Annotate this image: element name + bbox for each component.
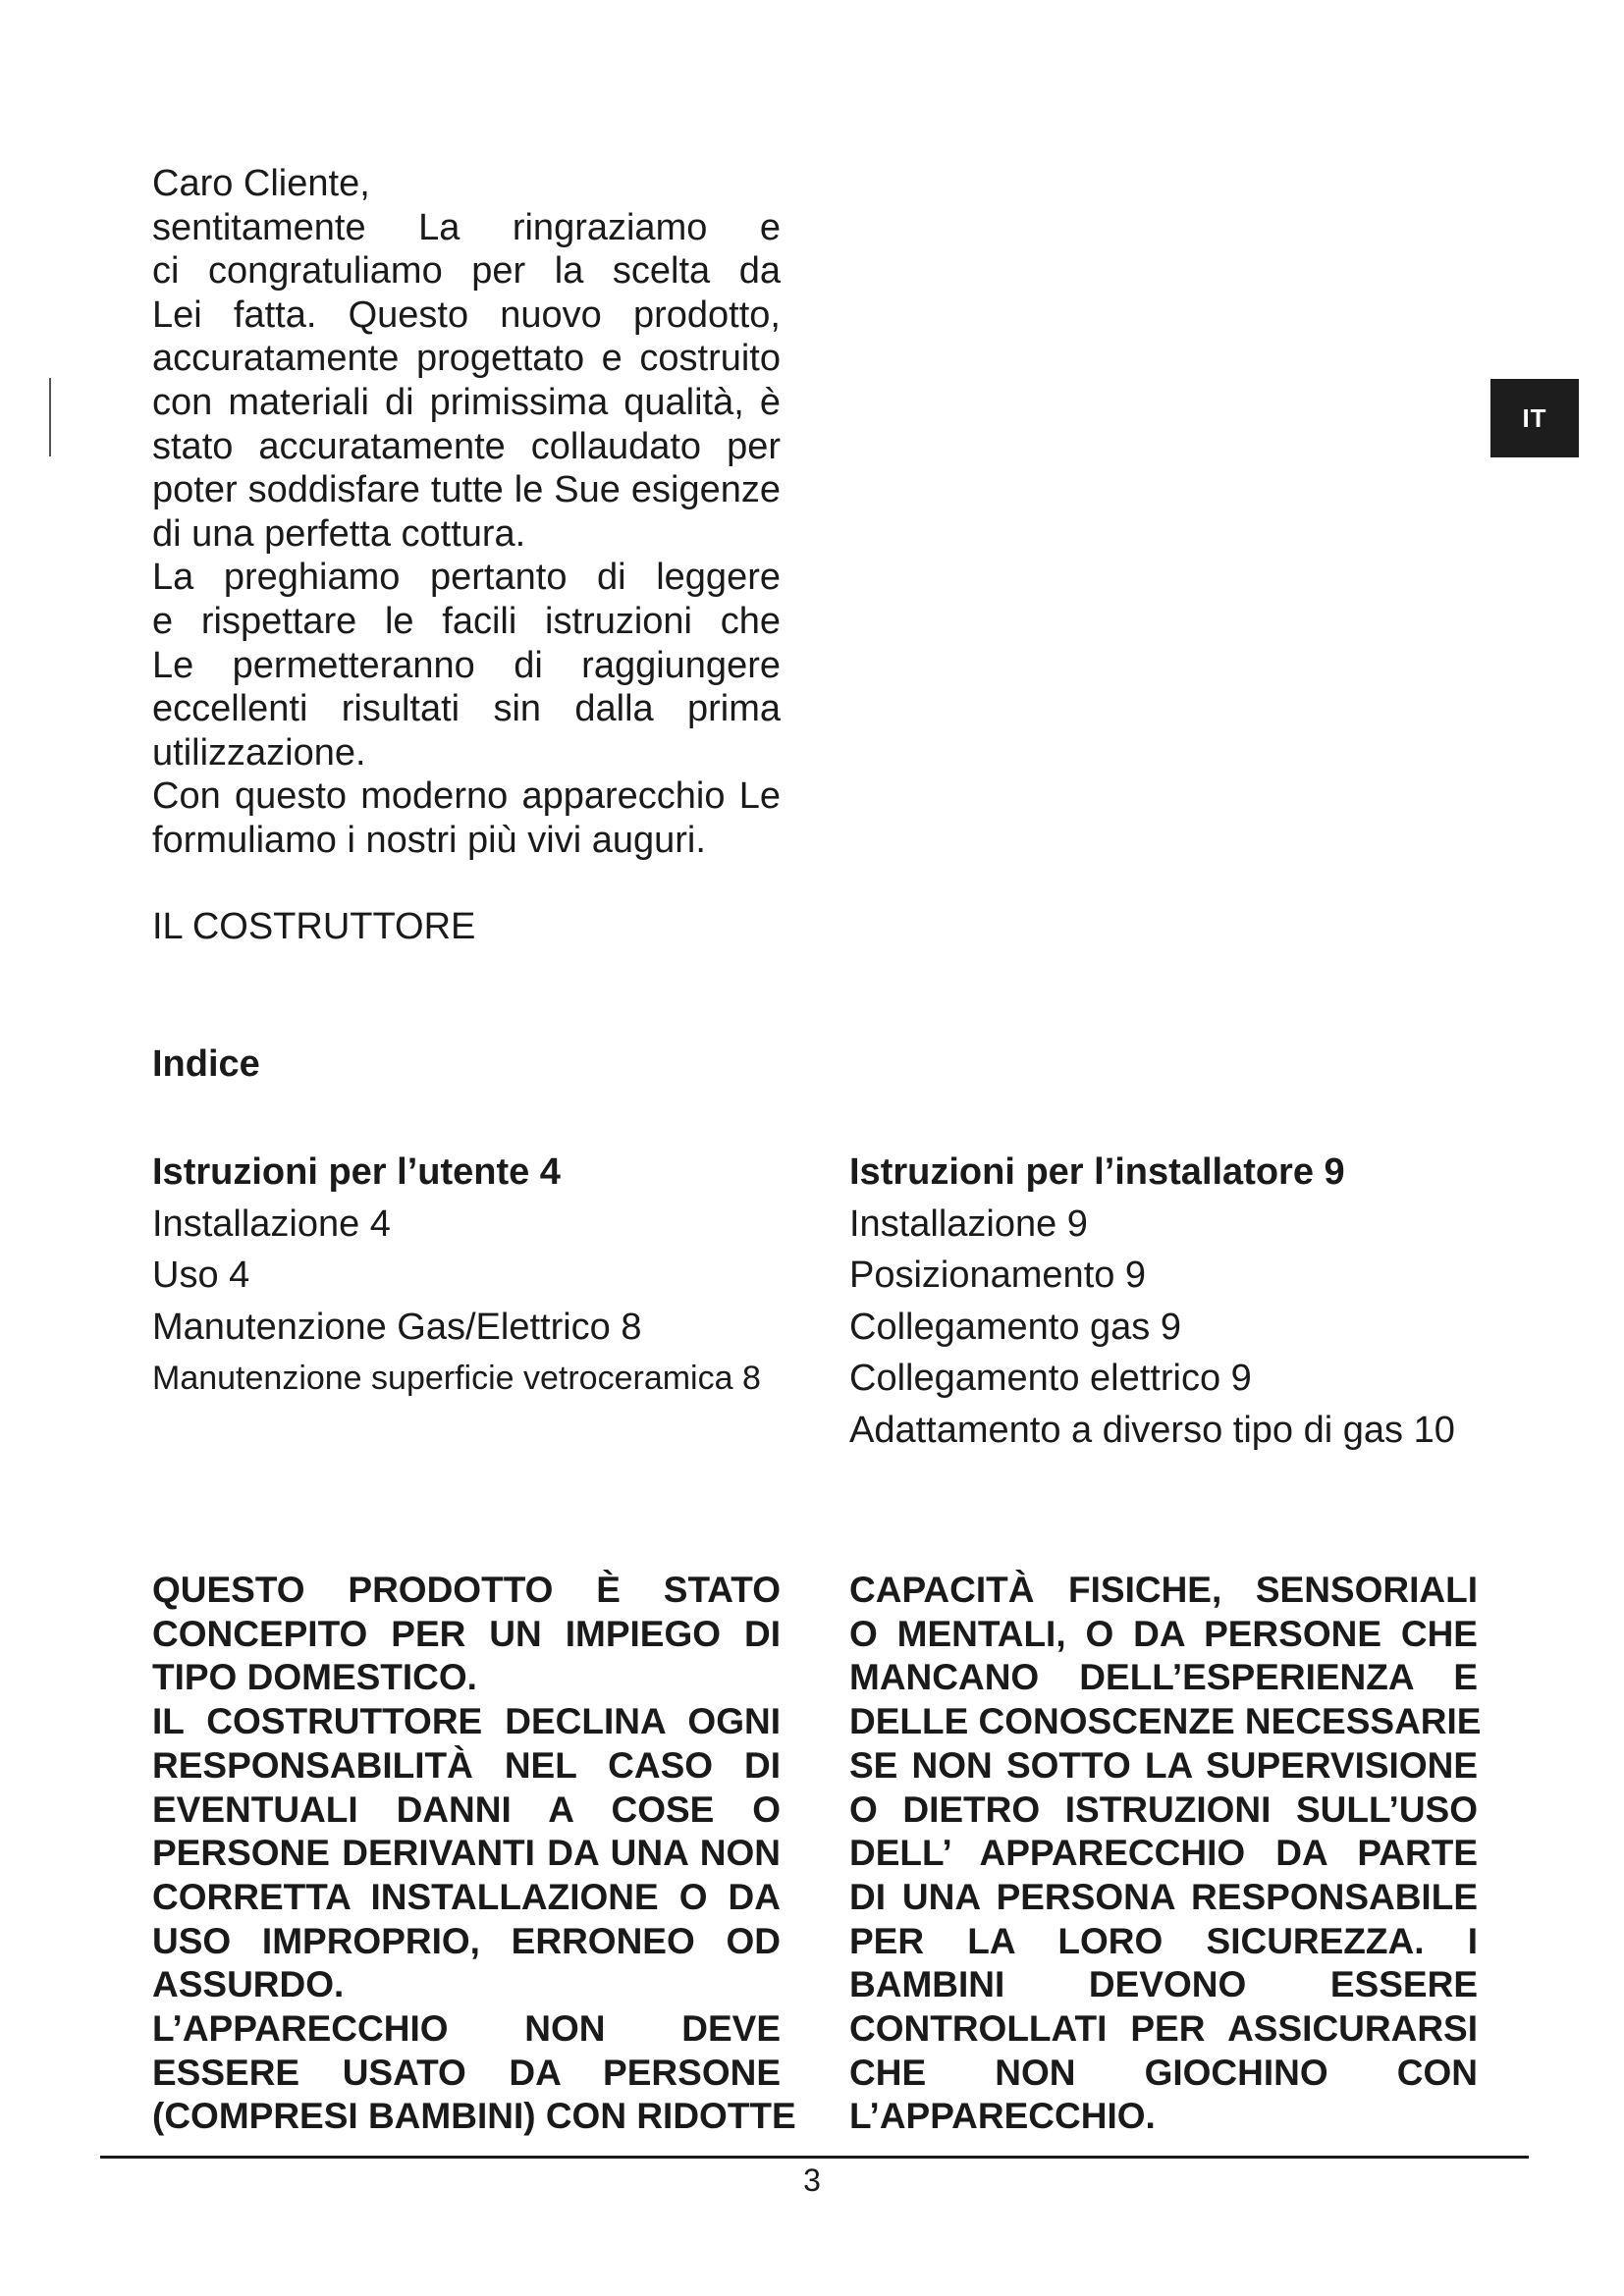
intro-line: Lei fatta. Questo nuovo prodotto, — [152, 294, 781, 336]
warning-line: CONCEPITO PER UN IMPIEGO DI — [152, 1613, 781, 1654]
intro-line: formuliamo i nostri più vivi auguri. — [152, 819, 706, 861]
warning-line: IL COSTRUTTORE DECLINA OGNI — [152, 1701, 781, 1742]
intro-line: di una perfetta cottura. — [152, 512, 526, 555]
toc-item: Uso 4 — [152, 1255, 250, 1296]
warning-line: PERSONE DERIVANTI DA UNA NON — [152, 1833, 781, 1874]
intro-line: accuratamente progettato e costruito — [152, 338, 781, 380]
warning-line: DELL’ APPARECCHIO DA PARTE — [849, 1833, 1478, 1874]
toc-item: Adattamento a diverso tipo di gas 10 — [849, 1409, 1455, 1451]
warning-line: ASSURDO. — [152, 1964, 345, 2005]
toc-item: Posizionamento 9 — [849, 1255, 1147, 1296]
toc-item: Installazione 4 — [152, 1202, 391, 1245]
warning-line: RESPONSABILITÀ NEL CASO DI — [152, 1744, 781, 1786]
warning-line: SE NON SOTTO LA SUPERVISIONE — [849, 1744, 1478, 1786]
language-tab: IT — [1490, 379, 1579, 457]
footer-rule — [100, 2156, 1529, 2159]
warning-line: EVENTUALI DANNI A COSE O — [152, 1789, 781, 1830]
toc-item: Collegamento gas 9 — [849, 1306, 1181, 1348]
warning-line: USO IMPROPRIO, ERRONEO OD — [152, 1920, 781, 1961]
warning-right-column — [849, 1569, 1482, 2139]
warning-line: CAPACITÀ FISICHE, SENSORIALI — [849, 1570, 1478, 1610]
signature: IL COSTRUTTORE — [152, 906, 476, 947]
intro-line: Le permetteranno di raggiungere — [152, 644, 781, 686]
toc-installer-section — [849, 1147, 1537, 1456]
warning-line: BAMBINI DEVONO ESSERE — [849, 1964, 1478, 2005]
warning-line: CONTROLLATI PER ASSICURARSI — [849, 2008, 1478, 2050]
intro-line: con materiali di primissima qualità, è — [152, 381, 781, 423]
warning-line: (COMPRESI BAMBINI) CON RIDOTTE — [152, 2096, 796, 2137]
intro-line: La preghiamo pertanto di leggere — [152, 557, 781, 599]
intro-line: Caro Cliente, — [152, 163, 370, 204]
toc-item: Manutenzione superficie vetroceramica 8 — [152, 1360, 761, 1397]
warning-line: CHE NON GIOCHINO CON — [849, 2052, 1478, 2093]
margin-mark — [49, 378, 51, 456]
warning-line: L’APPARECCHIO. — [849, 2096, 1156, 2137]
toc-user-section — [152, 1147, 820, 1405]
intro-line: utilizzazione. — [152, 731, 366, 774]
toc-item: Collegamento elettrico 9 — [849, 1358, 1252, 1399]
index-heading: Indice — [152, 1043, 260, 1085]
intro-line: ci congratuliamo per la scelta da — [152, 250, 781, 293]
toc-item: Installazione 9 — [849, 1202, 1088, 1245]
warning-line: PER LA LORO SICUREZZA. I — [849, 1920, 1478, 1961]
page-number: 3 — [803, 2163, 821, 2198]
warning-left-column — [152, 1569, 796, 2139]
intro-letter — [152, 162, 781, 863]
warning-line: O MENTALI, O DA PERSONE CHE — [849, 1613, 1478, 1654]
intro-line: eccellenti risultati sin dalla prima — [152, 688, 781, 730]
intro-line: sentitamente La ringraziamo e — [152, 206, 781, 248]
warning-line: ESSERE USATO DA PERSONE — [152, 2052, 781, 2093]
warning-line: QUESTO PRODOTTO È STATO — [152, 1570, 781, 1610]
toc-item: Manutenzione Gas/Elettrico 8 — [152, 1306, 642, 1348]
intro-line: Con questo moderno apparecchio Le — [152, 775, 781, 818]
warning-line: DI UNA PERSONA RESPONSABILE — [849, 1876, 1478, 1917]
intro-line: e rispettare le facili istruzioni che — [152, 600, 781, 642]
warning-line: L’APPARECCHIO NON DEVE — [152, 2008, 781, 2050]
warning-line: O DIETRO ISTRUZIONI SULL’USO — [849, 1789, 1478, 1830]
warning-line: MANCANO DELL’ESPERIENZA E — [849, 1657, 1478, 1698]
warning-line: CORRETTA INSTALLAZIONE O DA — [152, 1876, 781, 1917]
warning-line: TIPO DOMESTICO. — [152, 1657, 477, 1698]
intro-line: poter soddisfare tutte le Sue esigenze — [152, 469, 781, 511]
warning-line: DELLE CONOSCENZE NECESSARIE — [849, 1701, 1482, 1742]
toc-installer-heading: Istruzioni per l’installatore 9 — [849, 1151, 1345, 1193]
intro-line: stato accuratamente collaudato per — [152, 425, 781, 467]
toc-user-heading: Istruzioni per l’utente 4 — [152, 1151, 561, 1193]
